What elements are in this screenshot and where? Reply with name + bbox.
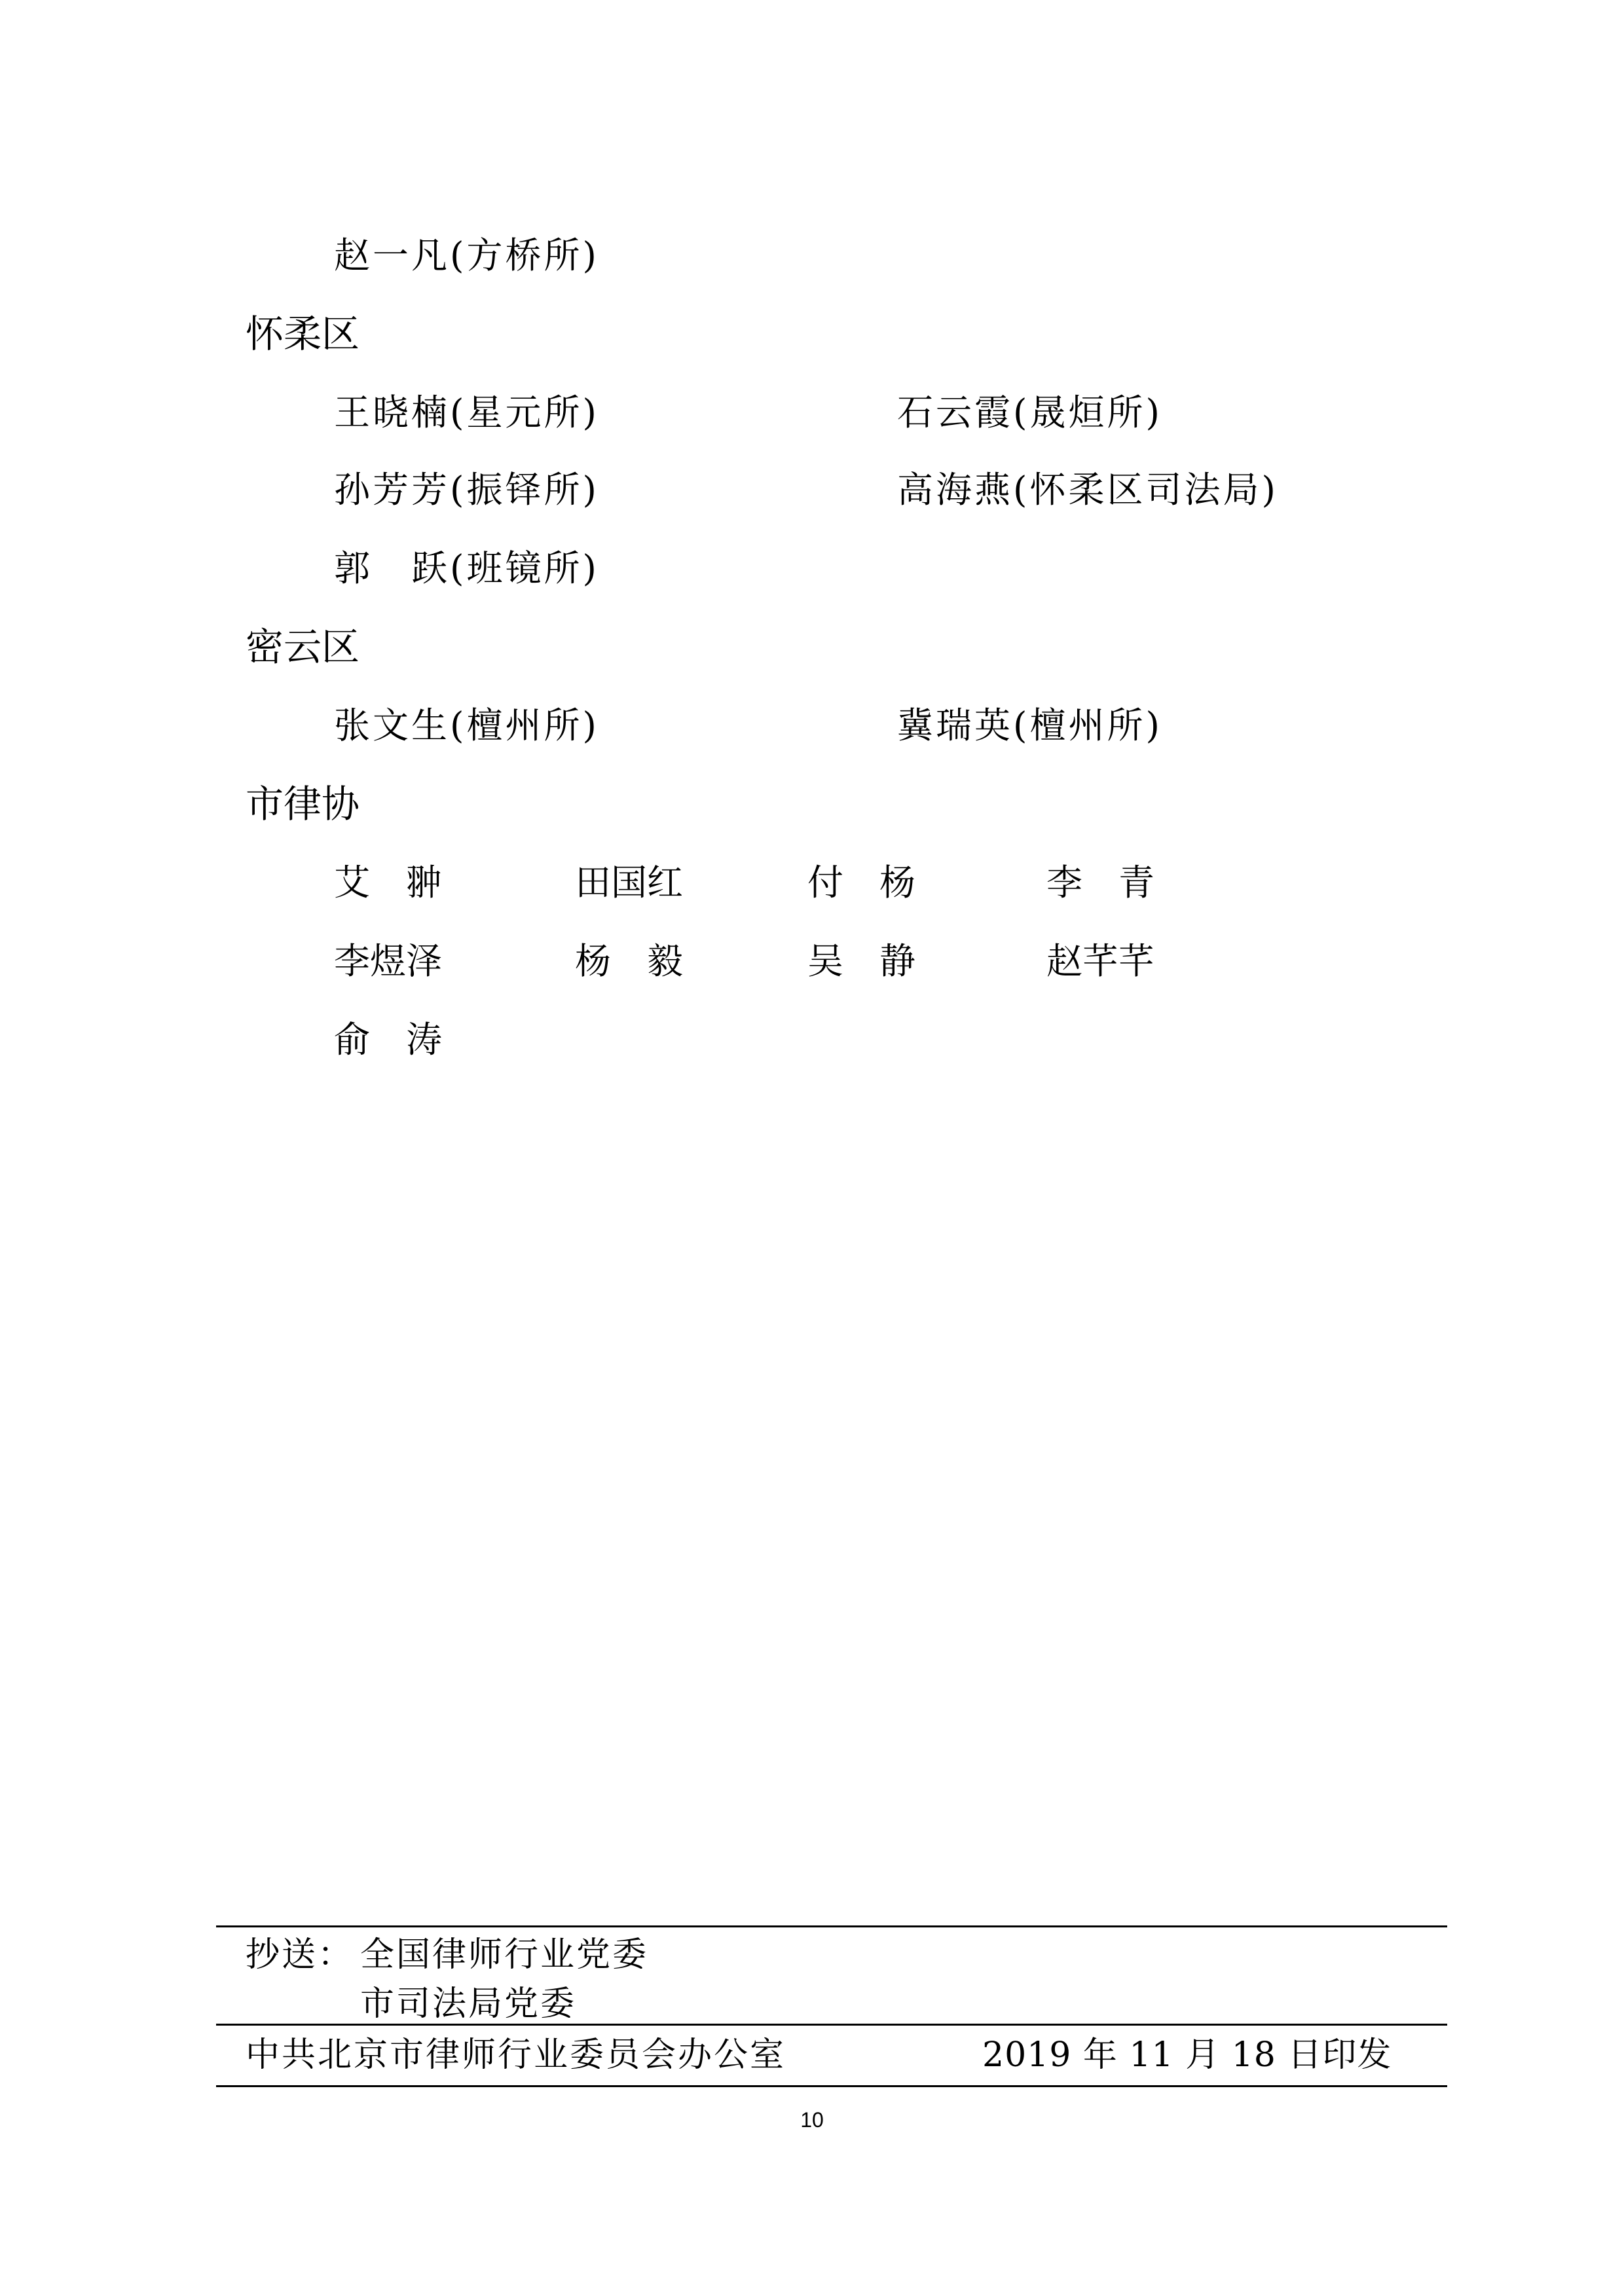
name-entry: 杨 毅 (575, 940, 684, 982)
name-entry: 俞 涛 (334, 1019, 443, 1061)
issue-date: 2019 年 11 月 18 日印发 (982, 2035, 1392, 2075)
footer-rule-top (216, 1925, 1447, 1927)
name-entry: 吴 静 (807, 940, 916, 982)
name-entry: 赵芊芊 (1046, 940, 1155, 982)
name-entry: 付 杨 (807, 862, 916, 903)
name-entry: 李 青 (1046, 862, 1155, 903)
footer-rule-middle (216, 2024, 1447, 2026)
issuer: 中共北京市律师行业委员会办公室 (246, 2035, 786, 2075)
name-entry: 田国红 (575, 862, 684, 903)
name-entry: 艾 翀 (334, 862, 443, 903)
list-entry: 赵一凡(方桥所) (334, 234, 599, 276)
footer-rule-bottom (216, 2085, 1447, 2087)
list-entry: 石云霞(晟烜所) (897, 392, 1162, 433)
cc-label: 抄送： (246, 1935, 354, 1975)
list-entry: 张文生(檀州所) (334, 704, 599, 746)
name-entry: 李煜泽 (334, 940, 443, 982)
list-entry: 郭 跃(班镜所) (334, 547, 599, 589)
section-heading-miyun: 密云区 (246, 625, 360, 669)
page-number: 10 (800, 2108, 824, 2132)
list-entry: 王晓楠(星元所) (334, 392, 599, 433)
cc-recipient: 全国律师行业党委 (360, 1935, 649, 1975)
section-heading-bar-association: 市律协 (246, 782, 360, 826)
section-heading-huairou: 怀柔区 (246, 312, 360, 356)
cc-recipient: 市司法局党委 (360, 1984, 577, 2024)
list-entry: 孙芳芳(振铎所) (334, 469, 599, 511)
list-entry: 冀瑞英(檀州所) (897, 704, 1162, 746)
list-entry: 高海燕(怀柔区司法局) (897, 469, 1278, 511)
